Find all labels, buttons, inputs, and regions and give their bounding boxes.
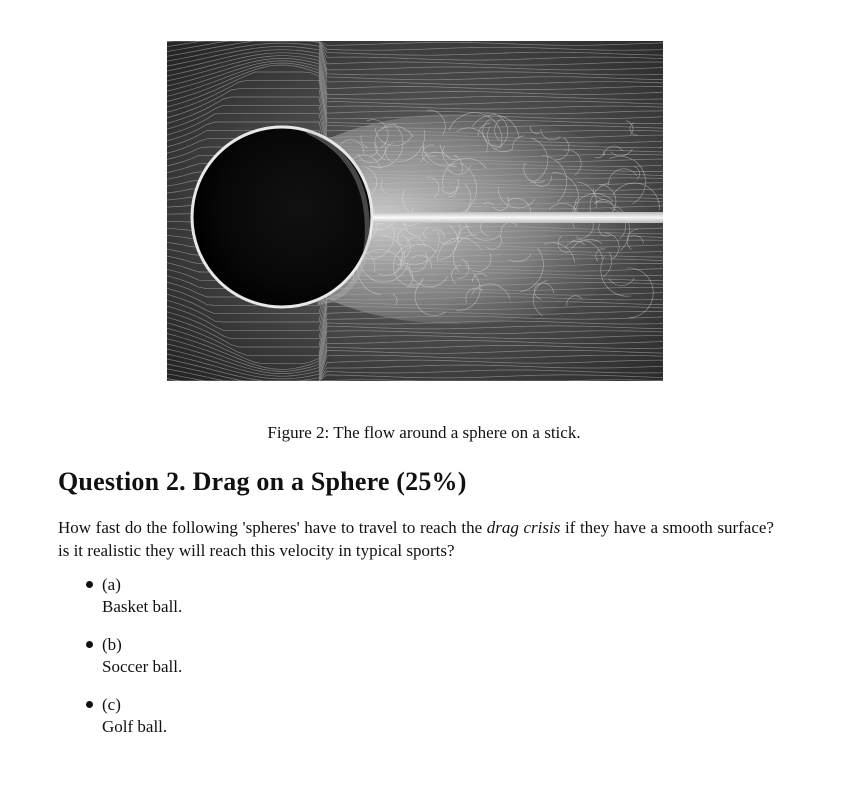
bullet-icon <box>86 581 93 588</box>
sphere-flow-image <box>167 41 663 381</box>
item-label: (b) <box>102 635 122 654</box>
paragraph-text-before: How fast do the following 'spheres' have to travel to reach the <box>58 518 487 537</box>
bullet-icon <box>86 641 93 648</box>
item-text: Soccer ball. <box>102 657 183 676</box>
question-paragraph <box>58 516 774 562</box>
sub-question-list <box>80 574 182 754</box>
bullet-icon <box>86 701 93 708</box>
paragraph-text-after: if they have a smooth surface? is it realistic they will reach this velocity in typical sports? <box>58 518 774 560</box>
list-item <box>80 694 182 754</box>
flow-visualization-figure <box>167 41 663 381</box>
list-item <box>80 634 182 694</box>
question-heading: Question 2. Drag on a Sphere (25%) <box>58 467 467 496</box>
list-item <box>80 574 182 634</box>
sphere-shape <box>192 127 372 307</box>
figure-caption: Figure 2: The flow around a sphere on a stick. <box>267 423 581 442</box>
item-label: (c) <box>102 695 121 714</box>
item-text: Basket ball. <box>102 597 183 616</box>
item-text: Golf ball. <box>102 717 168 736</box>
stick-shape <box>367 212 663 223</box>
drag-crisis-term: drag crisis <box>486 518 561 537</box>
item-label: (a) <box>102 575 121 594</box>
